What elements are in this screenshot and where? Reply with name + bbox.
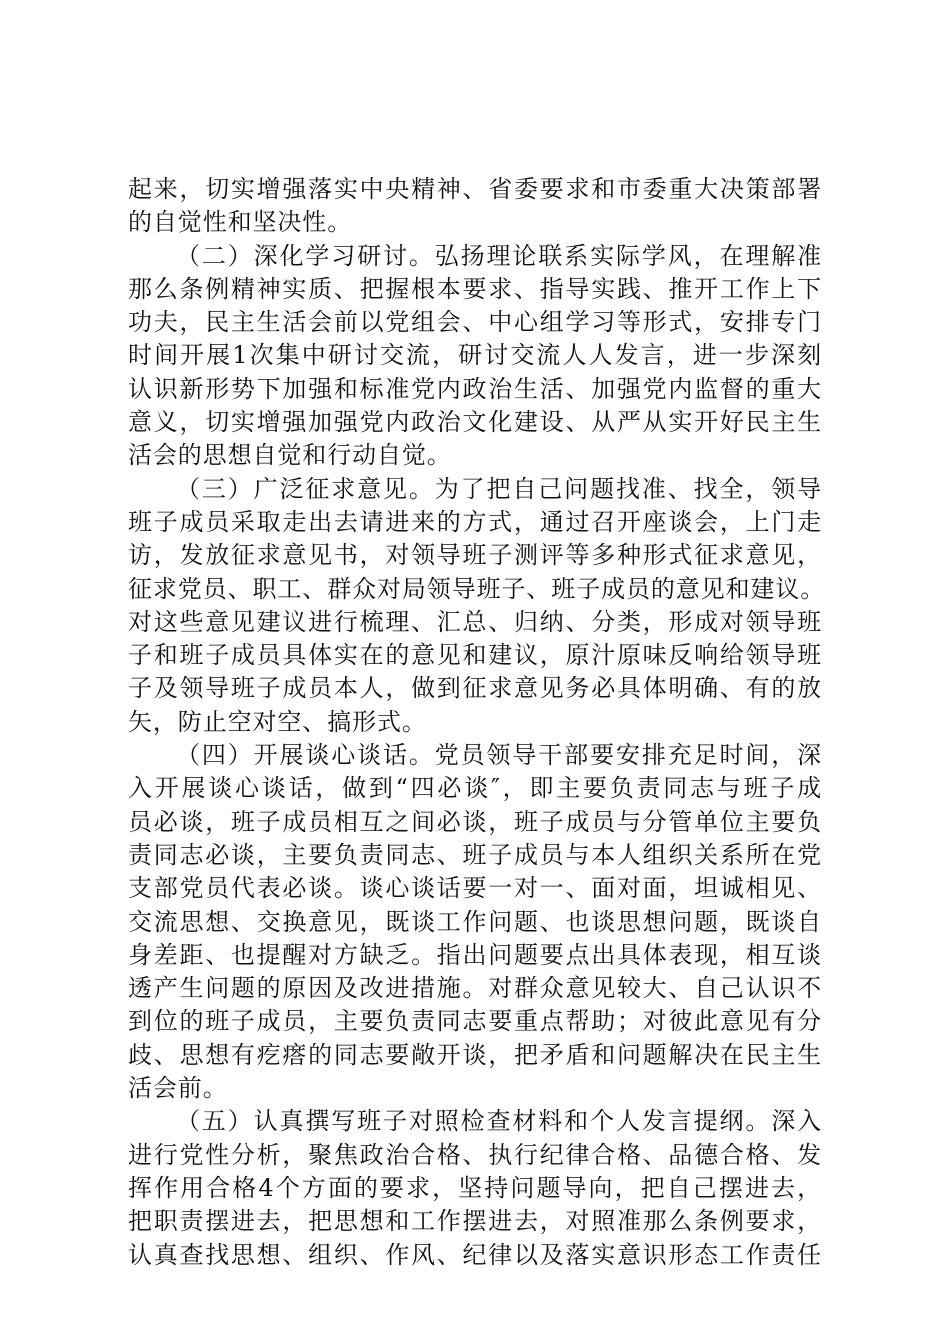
- text-line: 把职责摆进去，把思想和工作摆进去，对照准那么条例要求，: [128, 1207, 822, 1236]
- paragraph-heading-line: （四）开展谈心谈话。党员领导干部要安排充足时间，深: [176, 741, 822, 770]
- text-line: 活会的思想自觉和行动自觉。: [128, 441, 452, 470]
- text-line: 身差距、也提醒对方缺乏。指出问题要点出具体表现，相互谈: [128, 940, 822, 969]
- text-line: 的自觉性和坚决性。: [128, 208, 353, 237]
- text-line: 认识新形势下加强和标准党内政治生活、加强党内监督的重大: [128, 374, 822, 403]
- text-line: 入开展谈心谈话，做到“四必谈″，即主要负责同志与班子成: [128, 774, 822, 803]
- paragraph-heading-line: （三）广泛征求意见。为了把自己问题找准、找全，领导: [176, 474, 822, 503]
- text-line: 到位的班子成员，主要负责同志要重点帮助；对彼此意见有分: [128, 1007, 822, 1036]
- paragraph-heading-line: （二）深化学习研讨。弘扬理论联系实际学风，在理解准: [176, 241, 822, 270]
- text-line: 矢，防止空对空、搞形式。: [128, 707, 427, 736]
- text-line: 活会前。: [128, 1074, 228, 1103]
- text-line: 交流思想、交换意见，既谈工作问题、也谈思想问题，既谈自: [128, 907, 822, 936]
- text-line: 挥作用合格4个方面的要求，坚持问题导向，把自己摆进去，: [128, 1173, 822, 1202]
- text-line: 时间开展1次集中研讨交流，研讨交流人人发言，进一步深刻: [128, 341, 822, 370]
- text-line: 员必谈，班子成员相互之间必谈，班子成员与分管单位主要负: [128, 807, 822, 836]
- text-line: 对这些意见建议进行梳理、汇总、归纳、分类，形成对领导班: [128, 607, 822, 636]
- text-line: 子和班子成员具体实在的意见和建议，原汁原味反响给领导班: [128, 641, 822, 670]
- text-line: 功夫，民主生活会前以党组会、中心组学习等形式，安排专门: [128, 308, 822, 337]
- text-line: 起来，切实增强落实中央精神、省委要求和市委重大决策部署: [128, 175, 822, 203]
- text-line: 透产生问题的原因及改进措施。对群众意见较大、自己认识不: [128, 974, 822, 1003]
- text-line: 认真查找思想、组织、作风、纪律以及落实意识形态工作责任: [128, 1240, 822, 1269]
- text-line: 意义，切实增强加强党内政治文化建设、从严从实开好民主生: [128, 408, 822, 437]
- text-line: 征求党员、职工、群众对局领导班子、班子成员的意见和建议。: [128, 574, 826, 603]
- text-line: 支部党员代表必谈。谈心谈话要一对一、面对面，坦诚相见、: [128, 874, 822, 903]
- text-line: 子及领导班子成员本人，做到征求意见务必具体明确、有的放: [128, 674, 822, 703]
- body-text: [128, 173, 826, 1272]
- text-line: 歧、思想有疙瘩的同志要敞开谈，把矛盾和问题解决在民主生: [128, 1040, 822, 1069]
- text-line: 班子成员采取走出去请进来的方式，通过召开座谈会，上门走: [128, 507, 822, 536]
- text-line: 访，发放征求意见书，对领导班子测评等多种形式征求意见，: [128, 541, 822, 570]
- text-line: 进行党性分析，聚焦政治合格、执行纪律合格、品德合格、发: [128, 1140, 822, 1169]
- paragraph-heading-line: （五）认真撰写班子对照检查材料和个人发言提纲。深入: [176, 1107, 822, 1136]
- text-line: 责同志必谈，主要负责同志、班子成员与本人组织关系所在党: [128, 840, 822, 869]
- text-line: 那么条例精神实质、把握根本要求、指导实践、推开工作上下: [128, 274, 822, 303]
